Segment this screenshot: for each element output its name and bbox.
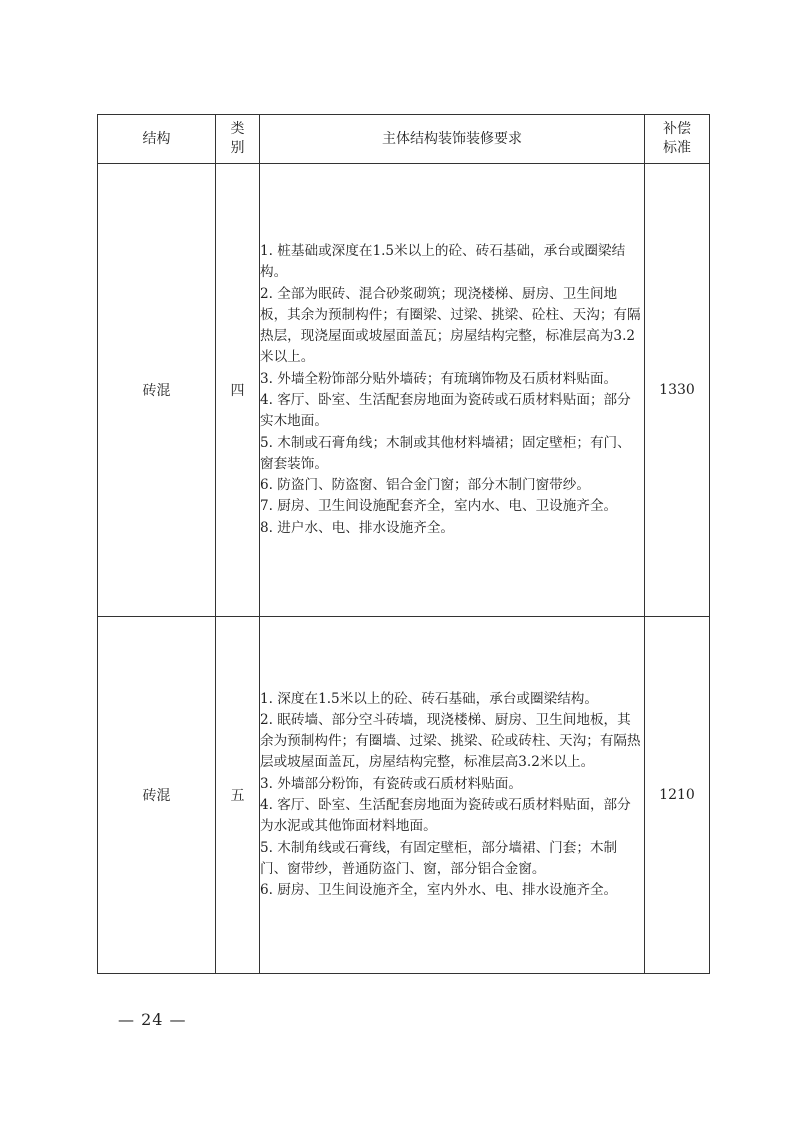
page-number: — 24 — [118,1010,187,1029]
table-row [98,617,710,974]
header-category [216,115,260,164]
compensation-standard-table [97,114,710,974]
row-requirements [260,617,645,974]
header-standard-line2: 标准 [663,140,691,156]
header-standard [645,115,710,164]
header-requirements: 主体结构装饰装修要求 [260,115,645,164]
row-category: 四 [216,164,260,617]
table-row [98,164,710,617]
header-category-line2: 别 [230,140,245,156]
requirement-item: 7. 厨房、卫生间设施配套齐全，室内水、电、卫设施齐全。 [260,498,618,515]
row-requirements [260,164,645,617]
requirement-item: 4. 客厅、卧室、生活配套房地面为瓷砖或石质材料贴面；部分实木地面。 [260,392,631,430]
requirement-item: 5. 木制角线或石膏线，有固定壁柜，部分墙裙、门套；木制门、窗带纱，普通防盗门、窗，部分铝合金窗。 [260,839,618,877]
requirement-item: 2. 全部为眠砖、混合砂浆砌筑；现浇楼梯、厨房、卫生间地板，其余为预制构件；有圈梁、过梁、挑梁、砼柱、天沟；有隔热层，现浇屋面或坡屋面盖瓦；房屋结构完整，标准层高为3.2米以上。 [260,285,641,366]
header-category-line1: 类 [230,121,245,137]
table-header-row [98,115,710,164]
requirement-item: 3. 外墙部分粉饰，有瓷砖或石质材料贴面。 [260,775,522,792]
requirement-item: 3. 外墙全粉饰部分贴外墙砖；有琉璃饰物及石质材料贴面。 [260,370,618,387]
requirement-item: 6. 防盗门、防盗窗、铝合金门窗；部分木制门窗带纱。 [260,477,590,494]
requirement-item: 1. 深度在1.5米以上的砼、砖石基础，承台或圈梁结构。 [260,690,598,707]
row-structure: 砖混 [98,617,216,974]
row-category: 五 [216,617,260,974]
requirement-item: 4. 客厅、卧室、生活配套房地面为瓷砖或石质材料贴面，部分为水泥或其他饰面材料地面。 [260,797,631,835]
header-structure: 结构 [98,115,216,164]
requirement-item: 2. 眠砖墙、部分空斗砖墙，现浇楼梯、厨房、卫生间地板，其余为预制构件；有圈墙、过梁、挑梁、砼或砖柱、天沟；有隔热层或坡屋面盖瓦，房屋结构完整，标准层高3.2米以上。 [260,711,641,771]
requirement-item: 8. 进户水、电、排水设施齐全。 [260,519,455,536]
header-standard-line1: 补偿 [663,121,691,137]
requirement-item: 6. 厨房、卫生间设施齐全，室内外水、电、排水设施齐全。 [260,882,618,899]
row-structure: 砖混 [98,164,216,617]
requirement-item: 1. 桩基础或深度在1.5米以上的砼、砖石基础，承台或圈梁结构。 [260,242,626,281]
requirement-item: 5. 木制或石膏角线；木制或其他材料墙裙；固定壁柜；有门、窗套装饰。 [260,434,631,472]
row-standard: 1330 [645,164,710,617]
row-standard: 1210 [645,617,710,974]
